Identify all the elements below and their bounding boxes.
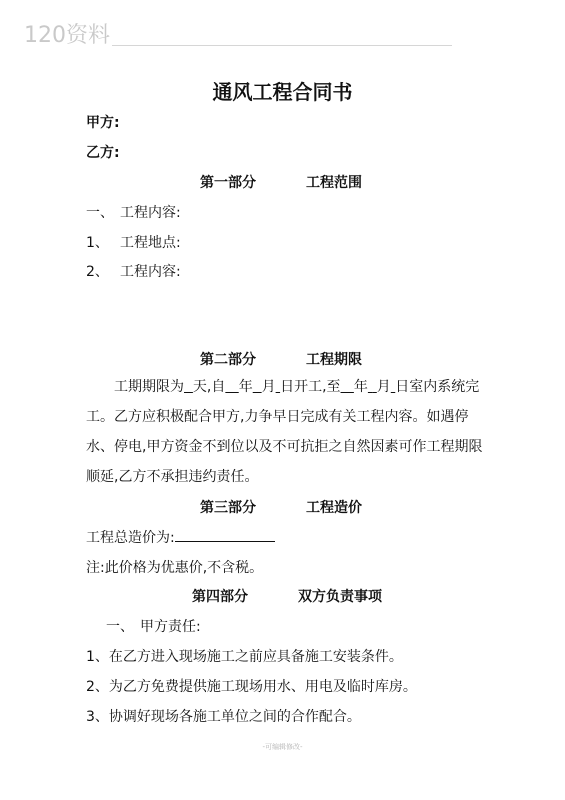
blank-start-year (225, 379, 238, 395)
part2-paragraph (86, 372, 486, 492)
blank-days (184, 379, 193, 395)
page-footer: -可编辑修改- (262, 743, 303, 751)
text-run: 月 (376, 379, 391, 395)
item-text: 工程地点: (120, 235, 181, 251)
blank-end-year (341, 379, 354, 395)
party-b-label: 乙方: (86, 145, 120, 161)
text-run: 天,自 (192, 379, 226, 395)
total-price-blank (175, 527, 275, 542)
price-note: 注:此价格为优惠价,不含税。 (86, 560, 264, 576)
section-2-name: 工程期限 (306, 352, 362, 368)
item-number: 2、 (86, 264, 109, 280)
section-4-label: 第四部分 (192, 589, 248, 605)
duty-item-3: 3、协调好现场各施工单位之间的合作配合。 (86, 709, 361, 725)
party-a-duties-heading (106, 616, 201, 636)
item-text: 甲方责任: (140, 619, 201, 635)
item-text: 工程内容: (120, 205, 181, 221)
section-4-name: 双方负责事项 (298, 589, 382, 605)
item-number: 一、 (86, 205, 114, 221)
header-rule (112, 45, 452, 46)
duty-item-1: 1、在乙方进入现场施工之前应具备施工安装条件。 (86, 649, 403, 665)
total-price-line (86, 527, 275, 547)
item-text: 工程内容: (120, 264, 181, 280)
part1-item-2 (86, 232, 181, 252)
item-number: 1、 (86, 235, 109, 251)
document-title: 通风工程合同书 (212, 80, 353, 104)
blank-start-month (253, 379, 262, 395)
section-3-label: 第三部分 (200, 500, 256, 516)
text-run: 日开工,至 (280, 379, 341, 395)
text-run: 年 (238, 379, 253, 395)
party-a-label: 甲方: (86, 115, 120, 131)
logo-watermark: 120资料 (24, 23, 110, 48)
text-run: 工期期限为 (114, 379, 184, 395)
part1-item-1 (86, 202, 181, 222)
text-run: 年 (353, 379, 368, 395)
item-number: 一、 (106, 619, 134, 635)
section-1-label: 第一部分 (200, 175, 256, 191)
text-run: 月 (261, 379, 276, 395)
part1-item-3 (86, 261, 181, 281)
section-3-name: 工程造价 (306, 500, 362, 516)
section-1-name: 工程范围 (306, 175, 362, 191)
text-run: 日室内系统完工。乙方应积极配合甲方,力争早日完成有关工程内容。如遇停水、停电,甲方资金不到位以及不可抗拒之自然因素可作工程期限顺延,乙方不承担违约责任。 (86, 379, 483, 485)
total-price-label: 工程总造价为: (86, 530, 175, 546)
duty-item-2: 2、为乙方免费提供施工现场用水、用电及临时库房。 (86, 679, 417, 695)
section-2-label: 第二部分 (200, 352, 256, 368)
